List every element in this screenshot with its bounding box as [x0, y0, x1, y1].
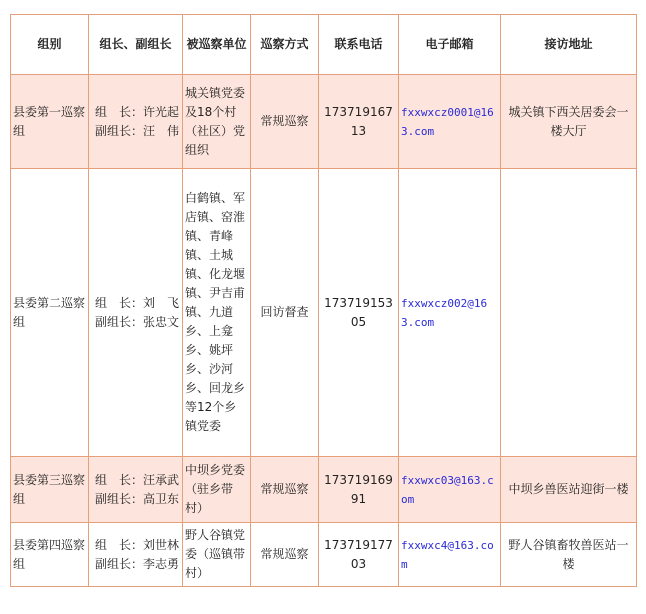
leaders-cell: [89, 169, 183, 457]
patrol-table: [10, 14, 637, 587]
email-link[interactable]: fxxwxc4@163.com: [399, 523, 501, 587]
header-group: 组别: [11, 15, 89, 75]
address-cell: 中坝乡兽医站迎街一楼: [501, 457, 637, 523]
table-row: [11, 75, 637, 169]
address-cell: 野人谷镇畜牧兽医站一楼: [501, 523, 637, 587]
phone-cell: 17371917703: [319, 523, 399, 587]
email-link[interactable]: fxxwxc03@163.com: [399, 457, 501, 523]
leaders-cell: [89, 457, 183, 523]
header-row: [11, 15, 637, 75]
deputy-name: 副组长：高卫东: [95, 491, 180, 506]
address-cell: [501, 169, 637, 457]
table-row: [11, 523, 637, 587]
method-cell: 常规巡察: [251, 457, 319, 523]
leader-name: 组 长：许光起: [95, 104, 180, 119]
phone-cell: 17371916991: [319, 457, 399, 523]
group-cell: 县委第一巡察组: [11, 75, 89, 169]
header-address: 接访地址: [501, 15, 637, 75]
target-cell: 中坝乡党委（驻乡带村）: [183, 457, 251, 523]
method-cell: 常规巡察: [251, 523, 319, 587]
group-cell: 县委第二巡察组: [11, 169, 89, 457]
phone-cell: 17371916713: [319, 75, 399, 169]
method-cell: 回访督查: [251, 169, 319, 457]
email-link[interactable]: fxxwxcz002@163.com: [399, 169, 501, 457]
header-leaders: 组长、副组长: [89, 15, 183, 75]
leader-name: 组 长：刘 飞: [95, 295, 180, 310]
patrol-table-container: [10, 14, 637, 587]
header-method: 巡察方式: [251, 15, 319, 75]
address-cell: 城关镇下西关居委会一楼大厅: [501, 75, 637, 169]
leader-name: 组 长：汪承武: [95, 472, 180, 487]
table-row: [11, 169, 637, 457]
phone-cell: 17371915305: [319, 169, 399, 457]
group-cell: 县委第四巡察组: [11, 523, 89, 587]
header-phone: 联系电话: [319, 15, 399, 75]
header-email: 电子邮箱: [399, 15, 501, 75]
email-link[interactable]: fxxwxcz0001@163.com: [399, 75, 501, 169]
target-cell: 野人谷镇党委（巡镇带村）: [183, 523, 251, 587]
leaders-cell: [89, 523, 183, 587]
table-row: [11, 457, 637, 523]
deputy-name: 副组长：张忠文: [95, 314, 180, 329]
leaders-cell: [89, 75, 183, 169]
target-cell: 城关镇党委及18个村（社区）党组织: [183, 75, 251, 169]
method-cell: 常规巡察: [251, 75, 319, 169]
header-target: 被巡察单位: [183, 15, 251, 75]
deputy-name: 副组长：李志勇: [95, 556, 180, 571]
leader-name: 组 长：刘世林: [95, 537, 180, 552]
target-cell: 白鹤镇、军店镇、窑淮镇、青峰镇、土城镇、化龙堰镇、尹吉甫镇、九道乡、上龛乡、姚坪乡、沙河乡、回龙乡等12个乡镇党委: [183, 169, 251, 457]
group-cell: 县委第三巡察组: [11, 457, 89, 523]
deputy-name: 副组长：汪 伟: [95, 123, 180, 138]
